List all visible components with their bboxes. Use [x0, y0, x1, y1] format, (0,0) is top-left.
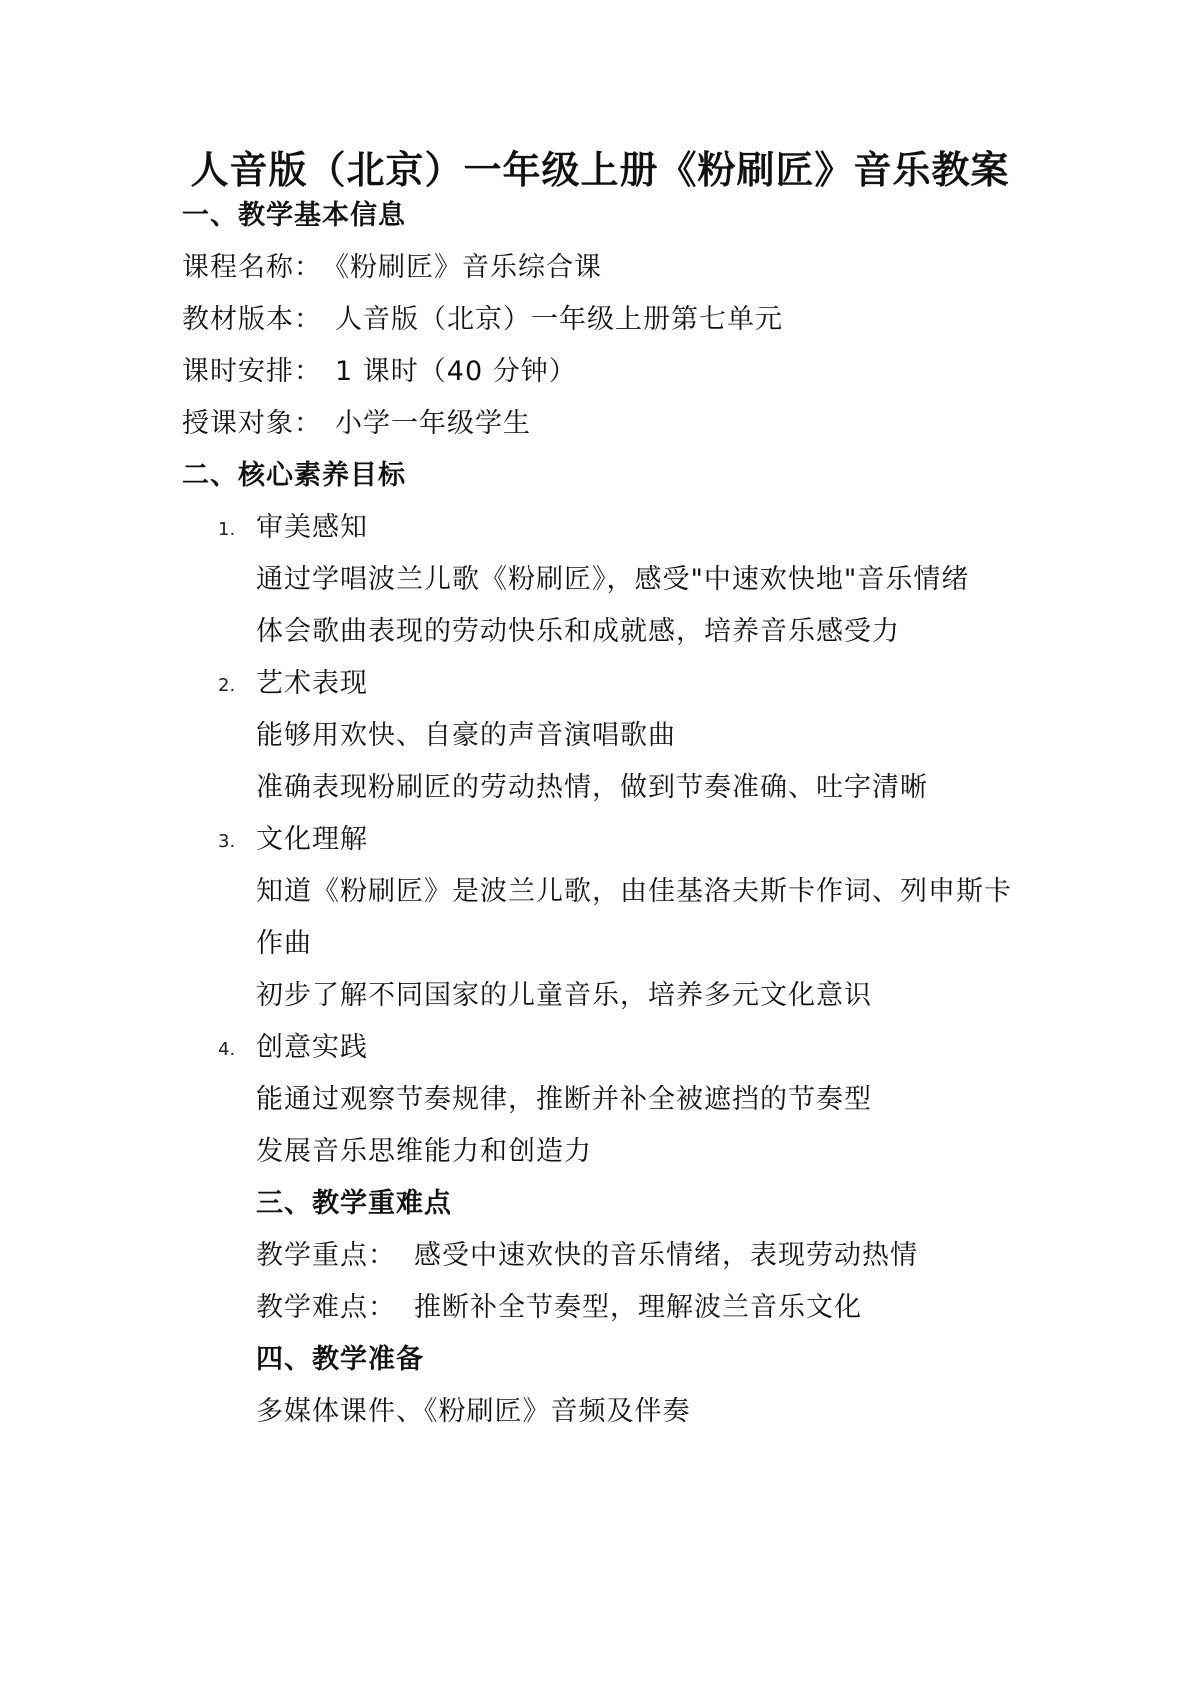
goal-2-line-1: 能够用欢快、自豪的声音演唱歌曲	[256, 720, 676, 751]
goal-3-number: 3.	[218, 831, 236, 852]
goal-1-line-1: 通过学唱波兰儿歌《粉刷匠》，感受"中速欢快地"音乐情绪	[256, 564, 970, 595]
goal-4-line-2: 发展音乐思维能力和创造力	[256, 1136, 592, 1167]
goal-1-line-2: 体会歌曲表现的劳动快乐和成就感，培养音乐感受力	[256, 616, 900, 647]
difficult-point-row	[256, 1288, 862, 1328]
goal-3-line-1: 知道《粉刷匠》是波兰儿歌，由佳基洛夫斯卡作词、列申斯卡	[256, 876, 1012, 907]
preparation-content: 多媒体课件、《粉刷匠》音频及伴奏	[256, 1396, 691, 1427]
audience-value: 小学一年级学生	[335, 408, 531, 439]
goal-3-title: 文化理解	[256, 824, 368, 855]
section3-heading: 三、教学重难点	[256, 1188, 452, 1219]
textbook-value: 人音版（北京）一年级上册第七单元	[335, 304, 783, 335]
textbook-row	[182, 300, 783, 340]
goal-3-line-3: 初步了解不同国家的儿童音乐，培养多元文化意识	[256, 980, 872, 1011]
section4-heading: 四、教学准备	[256, 1344, 424, 1375]
course-name-label: 课程名称：	[182, 252, 322, 283]
course-name-row	[182, 248, 602, 288]
goal-4-title: 创意实践	[256, 1032, 368, 1063]
audience-label: 授课对象：	[182, 408, 322, 439]
audience-row	[182, 404, 531, 444]
goal-2-number: 2.	[218, 675, 236, 696]
textbook-label: 教材版本：	[182, 304, 322, 335]
hours-row	[182, 352, 577, 392]
goal-1-number: 1.	[218, 519, 236, 540]
key-point-label: 教学重点：	[256, 1240, 396, 1271]
difficult-point-label: 教学难点：	[256, 1292, 396, 1323]
hours-label: 课时安排：	[182, 356, 322, 387]
section2-heading: 二、核心素养目标	[182, 460, 406, 491]
page-title: 人音版（北京）一年级上册《粉刷匠》音乐教案	[190, 147, 1010, 192]
goal-4-number: 4.	[218, 1039, 236, 1060]
goal-2-title: 艺术表现	[256, 668, 368, 699]
goal-1-title: 审美感知	[256, 512, 368, 543]
section1-heading: 一、教学基本信息	[182, 200, 406, 231]
goal-2-line-2: 准确表现粉刷匠的劳动热情，做到节奏准确、吐字清晰	[256, 772, 928, 803]
difficult-point-value: 推断补全节奏型，理解波兰音乐文化	[414, 1292, 862, 1323]
goal-4-line-1: 能通过观察节奏规律，推断并补全被遮挡的节奏型	[256, 1084, 872, 1115]
key-point-row	[256, 1236, 918, 1276]
goal-3-line-2: 作曲	[256, 928, 312, 959]
course-name-value: 《粉刷匠》音乐综合课	[322, 252, 602, 283]
key-point-value: 感受中速欢快的音乐情绪，表现劳动热情	[414, 1240, 918, 1271]
hours-value: 1 课时（40 分钟）	[335, 356, 577, 387]
